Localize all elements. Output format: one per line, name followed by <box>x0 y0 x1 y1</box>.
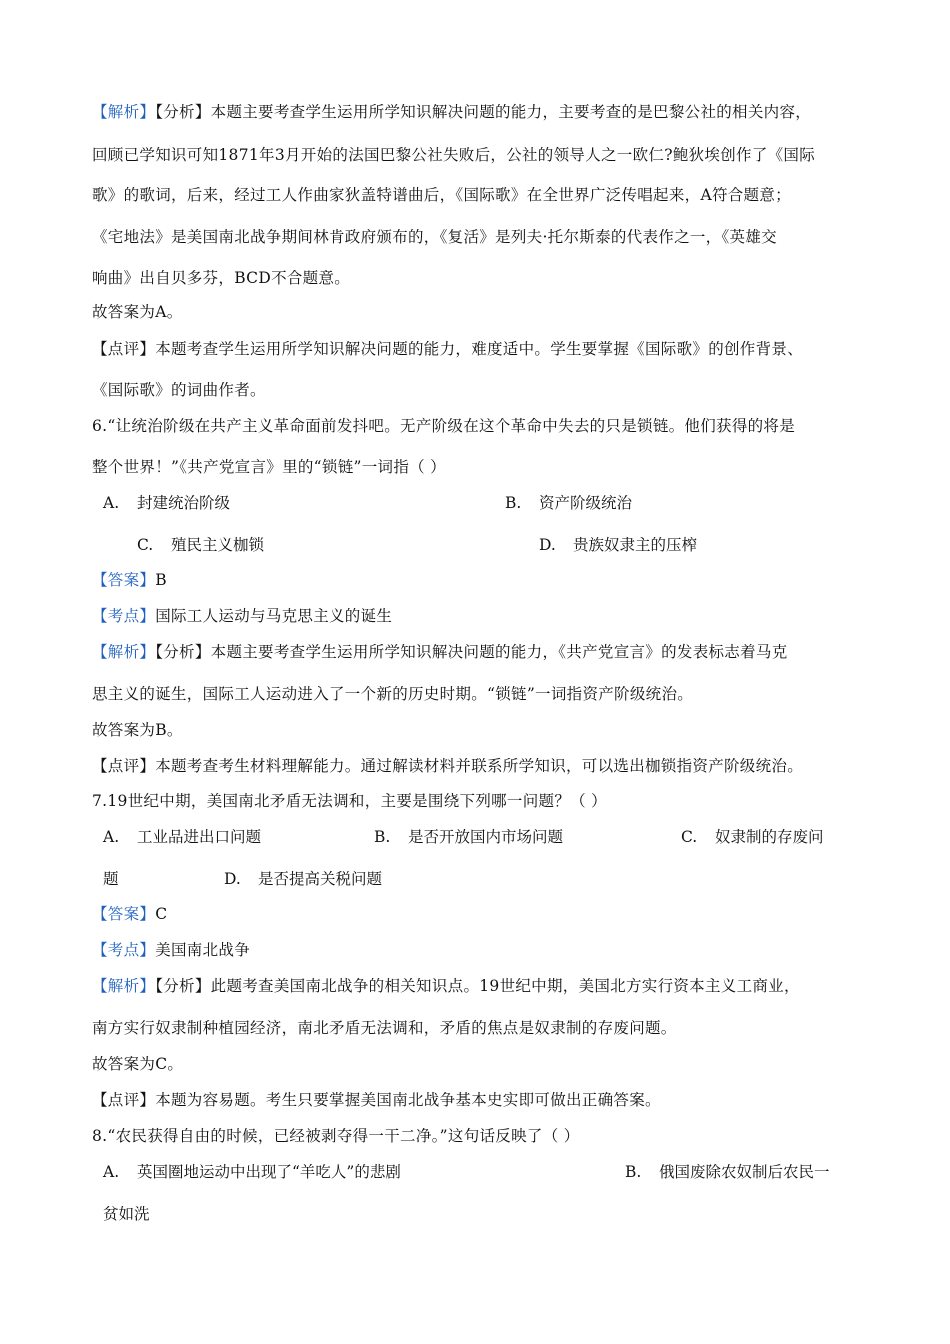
q6-stem-line-2: 整个世界！”《共产党宣言》里的“锁链”一词指（ ） <box>92 458 446 476</box>
analysis-tag: 【解析】 <box>92 977 156 995</box>
q7-option-b: B. 是否开放国内市场问题 <box>374 828 564 846</box>
q5-analysis-line-4: 《宅地法》是美国南北战争期间林肯政府颁布的，《复活》是列夫·托尔斯泰的代表作之一，《英雄交 <box>92 228 777 246</box>
q6-point: 【考点】国际工人运动与马克思主义的诞生 <box>92 607 393 625</box>
q7-stem: 7.19世纪中期，美国南北矛盾无法调和，主要是围绕下列哪一问题？（ ） <box>92 792 607 810</box>
q5-comment-line-2: 《国际歌》的词曲作者。 <box>92 381 266 399</box>
q6-analysis-line-1: 【解析】【分析】本题主要考查学生运用所学知识解决问题的能力，《共产党宣言》的发表标志着马克 <box>92 643 788 661</box>
q7-point: 【考点】美国南北战争 <box>92 941 251 959</box>
q7-answer: 【答案】C <box>92 905 168 923</box>
q6-stem-line-1: 6.“让统治阶级在共产主义革命面前发抖吧。无产阶级在这个革命中失去的只是锁链。他们获得的将是 <box>92 417 796 435</box>
comment-tag: 【点评】 <box>92 340 156 358</box>
q6-answer: 【答案】B <box>92 571 167 589</box>
q5-comment-line-1: 【点评】本题考查学生运用所学知识解决问题的能力，难度适中。学生要掌握《国际歌》的创作背景、 <box>92 340 804 358</box>
q7-option-a: A. 工业品进出口问题 <box>103 828 262 846</box>
answer-tag: 【答案】 <box>92 571 156 589</box>
q8-option-b: B. 俄国废除农奴制后农民一 <box>625 1163 830 1181</box>
q6-option-a: A. 封建统治阶级 <box>103 494 231 512</box>
analysis-tag: 【解析】 <box>92 643 156 661</box>
q8-option-a: A. 英国圈地运动中出现了“羊吃人”的悲剧 <box>103 1163 401 1181</box>
q7-comment: 【点评】本题为容易题。考生只要掌握美国南北战争基本史实即可做出正确答案。 <box>92 1091 661 1109</box>
comment-tag: 【点评】 <box>92 1091 156 1109</box>
q7-option-d: D. 是否提高关税问题 <box>224 870 383 888</box>
q7-analysis-line-2: 南方实行奴隶制种植园经济，南北矛盾无法调和，矛盾的焦点是奴隶制的存废问题。 <box>92 1019 677 1037</box>
sub-tag: 【分析】 <box>155 103 211 121</box>
q6-option-d: D. 贵族奴隶主的压榨 <box>539 536 698 554</box>
q5-conclusion: 故答案为A。 <box>92 303 183 321</box>
q6-comment: 【点评】本题考查考生材料理解能力。通过解读材料并联系所学知识，可以选出枷锁指资产阶级统治。 <box>92 757 804 775</box>
q7-conclusion: 故答案为C。 <box>92 1055 184 1073</box>
q5-analysis-line-2: 回顾已学知识可知1871年3月开始的法国巴黎公社失败后，公社的领导人之一欧仁?鲍狄埃创作了《国际 <box>92 146 816 164</box>
q5-analysis-line-5: 响曲》出自贝多芬，BCD不合题意。 <box>92 269 351 287</box>
q6-analysis-line-2: 思主义的诞生，国际工人运动进入了一个新的历史时期。“锁链”一词指资产阶级统治。 <box>92 685 694 703</box>
sub-tag: 【分析】 <box>155 643 211 661</box>
answer-tag: 【答案】 <box>92 905 156 923</box>
point-tag: 【考点】 <box>92 941 156 959</box>
analysis-tag: 【解析】 <box>92 103 156 121</box>
q8-stem: 8.“农民获得自由的时候，已经被剥夺得一干二净。”这句话反映了（ ） <box>92 1127 580 1145</box>
q7-option-c: C. 奴隶制的存废问 <box>681 828 824 846</box>
q6-option-c: C. 殖民主义枷锁 <box>137 536 265 554</box>
q5-analysis-line-1: 【解析】【分析】本题主要考查学生运用所学知识解决问题的能力，主要考查的是巴黎公社的相关内容， <box>92 103 812 121</box>
q5-analysis-line-3: 歌》的歌词，后来，经过工人作曲家狄盖特谱曲后，《国际歌》在全世界广泛传唱起来，A符合题意； <box>92 186 791 204</box>
q6-option-b: B. 资产阶级统治 <box>505 494 633 512</box>
sub-tag: 【分析】 <box>155 977 211 995</box>
q7-analysis-line-1: 【解析】【分析】此题考查美国南北战争的相关知识点。19世纪中期，美国北方实行资本主义工商业， <box>92 977 800 995</box>
q8-option-b-continued: 贫如洗 <box>103 1205 150 1223</box>
q6-conclusion: 故答案为B。 <box>92 721 183 739</box>
comment-tag: 【点评】 <box>92 757 156 775</box>
point-tag: 【考点】 <box>92 607 156 625</box>
q7-option-c-continued: 题 <box>103 870 119 888</box>
